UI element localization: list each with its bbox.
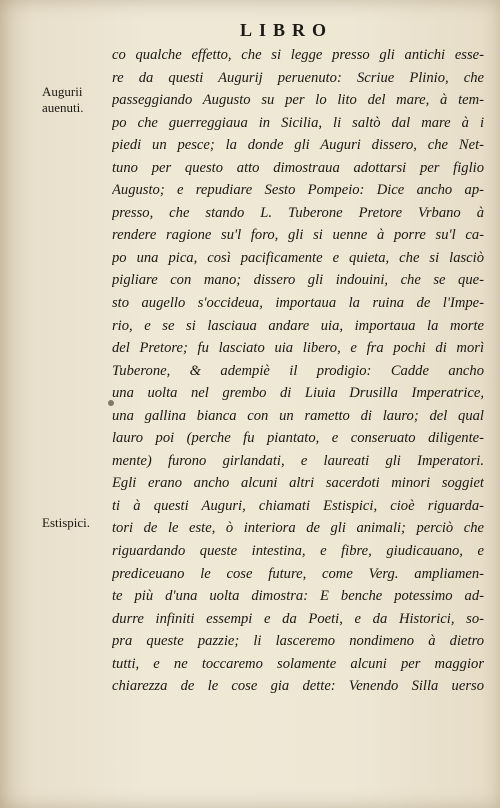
page-body-text <box>112 44 484 698</box>
text-line: ti à questi Auguri, chiamati Estispici, cioè riguarda- <box>112 497 484 514</box>
marginal-note-line: Estispici. <box>42 515 91 530</box>
text-line: pigliare con mano; dissero gli indouini, che se que- <box>112 272 484 289</box>
text-line: rio, e se si lasciaua andare uia, importaua la morte <box>112 317 484 334</box>
text-line: tuno per questo atto dimostraua adottarsi per figlio <box>112 159 484 176</box>
text-line: re da questi Augurij peruenuto: Scriue Plinio, che <box>112 69 484 86</box>
text-line: del Pretore; fu lasciato uia libero, e fra pochi di morì <box>112 340 484 357</box>
text-line: presso, che stando L. Tuberone Pretore Vrbano à <box>112 204 484 221</box>
text-line: Augusto; e repudiare Sesto Pompeio: Dice ancho ap- <box>112 182 484 199</box>
text-line: prediceuano le cose future, come Verg. ampliamen- <box>112 565 484 582</box>
text-line: mente) furono girlandati, e laureati gli Imperatori. <box>112 452 484 469</box>
marginal-note-auguri <box>42 84 84 116</box>
text-line: pra queste pazzie; li lasceremo nondimeno à dietro <box>112 633 484 650</box>
running-head: LIBRO <box>240 20 334 40</box>
text-line: Egli erano ancho alcuni altri sacerdoti minori soggiet <box>112 475 484 492</box>
text-line: piedi un pesce; la donde gli Auguri dissero, che Net- <box>112 137 484 154</box>
text-line: chiarezza de le cose gia dette: Venendo Silla uerso <box>112 678 484 695</box>
text-line: po una pica, così pacificamente e quieta, che si lasciò <box>112 249 484 266</box>
text-line: passeggiando Augusto su per lo lito del mare, à tem- <box>112 92 484 109</box>
marginal-note-estispici <box>42 515 90 531</box>
text-line: tutti, e ne toccaremo solamente alcuni per maggior <box>112 655 484 672</box>
text-line: sto augello s'occideua, importaua la ruina de l'Impe- <box>112 295 484 312</box>
text-line: lauro poi (perche fu piantato, e conseruato diligente- <box>112 430 484 447</box>
text-line: te più d'una uolta dimostra: E benche potessimo ad- <box>112 588 484 605</box>
marginal-note-line: auenuti. <box>42 100 84 115</box>
text-line: riguardando queste intestina, e fibre, giudicauano, e <box>112 543 484 560</box>
text-line: durre infiniti essempi e da Poeti, e da Historici, so- <box>112 610 484 627</box>
marginal-note-line: Augurii <box>42 84 83 99</box>
text-line: una uolta nel grembo di Liuia Drusilla Imperatrice, <box>112 385 484 402</box>
text-line: Tuberone, & adempiè il prodigio: Cadde ancho <box>112 362 484 379</box>
text-line: rendere ragione su'l foro, gli si uenne à porre su'l ca- <box>112 227 484 244</box>
text-line: co qualche effetto, che si legge presso gli antichi esse- <box>112 47 484 63</box>
text-line: po che guerreggiaua in Sicilia, li saltò dal mare à i <box>112 114 484 131</box>
text-line: una gallina bianca con un rametto di lauro; del qual <box>112 407 484 424</box>
text-line: tori de le este, ò interiora de gli animali; perciò che <box>112 520 484 537</box>
